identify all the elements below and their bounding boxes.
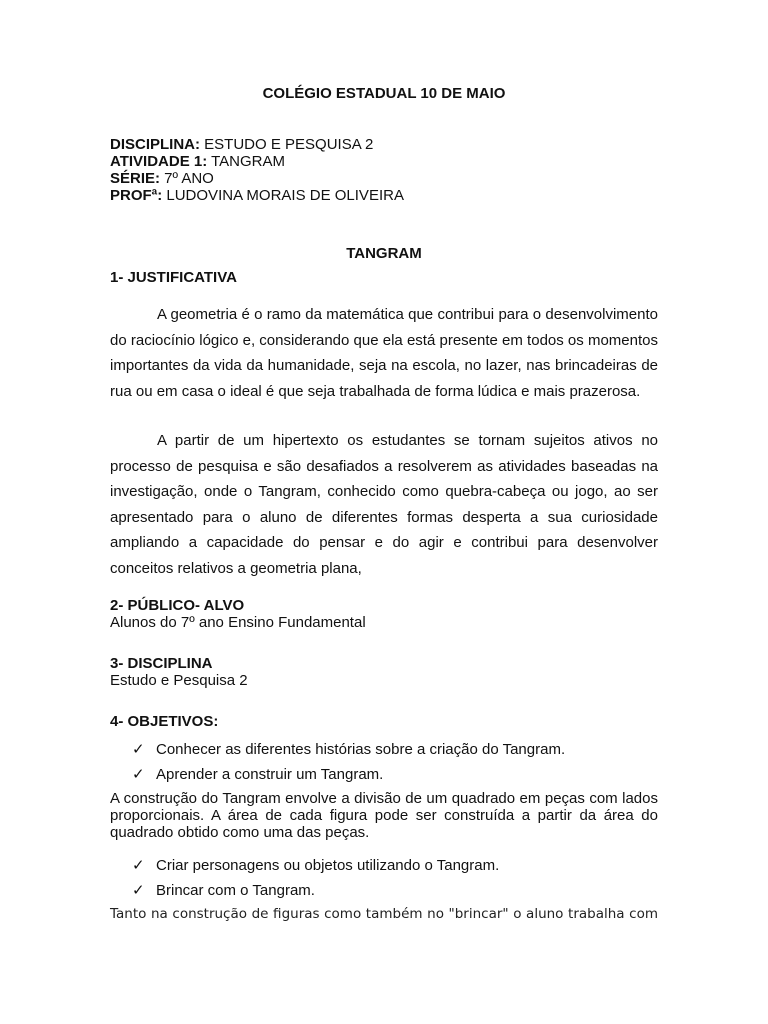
meta-atividade: ATIVIDADE 1: TANGRAM bbox=[110, 153, 286, 170]
section-publico bbox=[110, 597, 366, 631]
disciplina-text: Estudo e Pesquisa 2 bbox=[110, 672, 248, 689]
check-icon: ✓ bbox=[132, 857, 145, 874]
paragraph-justificativa-2: A partir de um hipertexto os estudantes se tornam sujeitos ativos no processo de pesquisa e são desafiados a resolverem as atividades baseadas na investigação, onde o Tangram, conhecido como quebra-cabeça ou jogo, ao ser apresentado para o aluno de diferentes formas desperta a sua curiosidade ampliando a capacidade do pensar e do agir e contribui para desenvolver conceitos relativos a geometria plana, bbox=[110, 432, 658, 577]
section-heading-objetivos: 4- OBJETIVOS: bbox=[110, 713, 219, 730]
section-heading-publico: 2- PÚBLICO- ALVO bbox=[110, 597, 245, 614]
list-item: ✓ Conhecer as diferentes histórias sobre a criação do Tangram. bbox=[132, 737, 565, 762]
school-title: COLÉGIO ESTADUAL 10 DE MAIO bbox=[262, 85, 506, 102]
list-item: ✓ Aprender a construir um Tangram. bbox=[132, 762, 565, 787]
section-disciplina bbox=[110, 655, 248, 689]
check-icon: ✓ bbox=[132, 741, 145, 758]
section-heading-disciplina: 3- DISCIPLINA bbox=[110, 655, 213, 672]
meta-serie: SÉRIE: 7º ANO bbox=[110, 170, 214, 187]
objetivos-list-2 bbox=[132, 853, 499, 903]
section-heading-justificativa: 1- JUSTIFICATIVA bbox=[110, 269, 237, 286]
document-title: TANGRAM bbox=[346, 245, 422, 262]
paragraph-justificativa-1: A geometria é o ramo da matemática que contribui para o desenvolvimento do raciocínio lógico e, considerando que ela está presente em todos os momentos importantes da vida da humanidade, seja na escola, no lazer, nas brincadeiras de rua ou em casa o ideal é que seja trabalhada de forma lúdica e mais prazerosa. bbox=[110, 306, 658, 400]
list-item: ✓ Brincar com o Tangram. bbox=[132, 878, 499, 903]
objetivos-list-1 bbox=[132, 737, 565, 787]
publico-text: Alunos do 7º ano Ensino Fundamental bbox=[110, 614, 366, 631]
list-item: ✓ Criar personagens ou objetos utilizando o Tangram. bbox=[132, 853, 499, 878]
check-icon: ✓ bbox=[132, 766, 145, 783]
meta-disciplina: DISCIPLINA: ESTUDO E PESQUISA 2 bbox=[110, 136, 374, 153]
document-meta bbox=[110, 136, 404, 204]
meta-professora: PROFª: LUDOVINA MORAIS DE OLIVEIRA bbox=[110, 187, 404, 204]
paragraph-construcao: A construção do Tangram envolve a divisão de um quadrado em peças com lados proporcionais. A área de cada figura pode ser construída a partir da área do quadrado obtido como uma das peças. bbox=[110, 790, 658, 841]
paragraph-truncated-line: Tanto na construção de figuras como também no "brincar" o aluno trabalha com bbox=[110, 906, 658, 922]
check-icon: ✓ bbox=[132, 882, 145, 899]
